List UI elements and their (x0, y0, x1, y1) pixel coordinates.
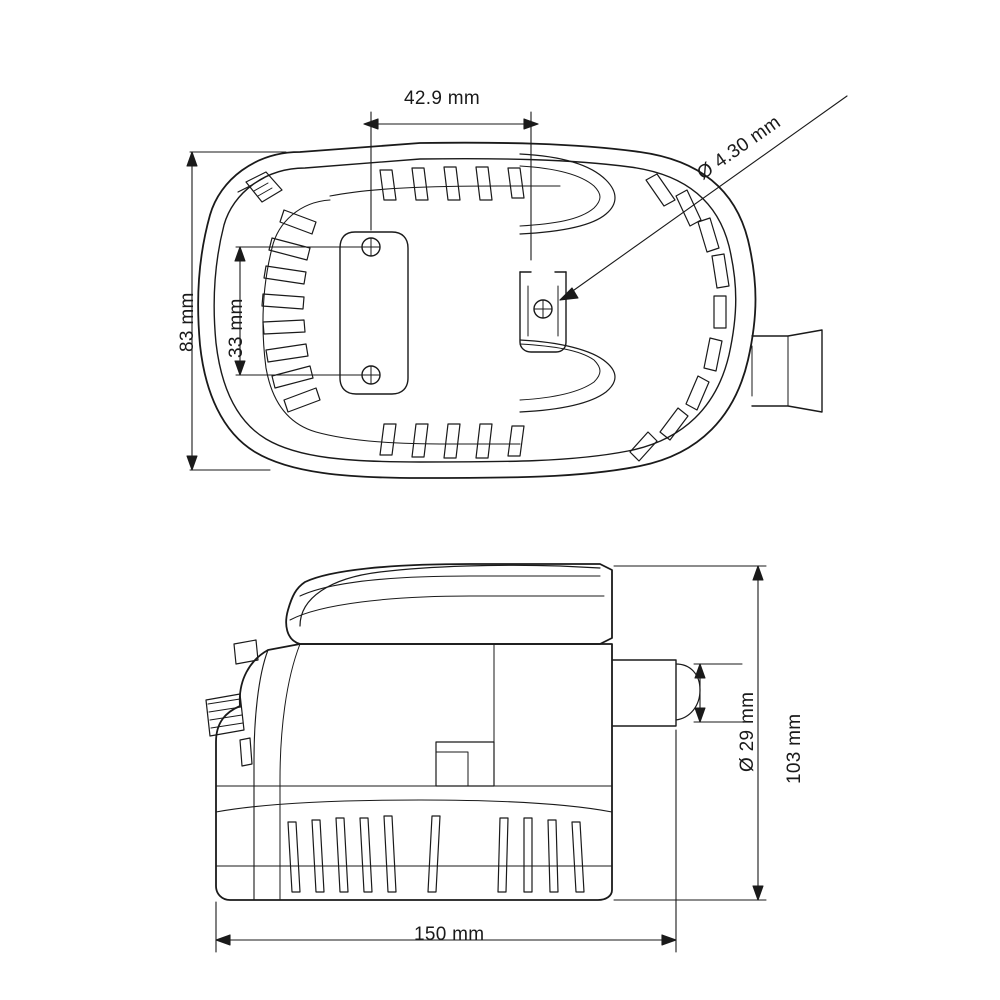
dimension-label-outlet-diameter-29: Ø 29 mm (737, 691, 758, 772)
dimension-label-hole-diameter-4-30: Ø 4.30 mm (693, 111, 785, 185)
dimension-label-height-83: 83 mm (177, 292, 198, 352)
side-view-dimensions (216, 566, 766, 952)
dimension-label-height-33: 33 mm (226, 298, 247, 358)
side-view-pump-body (206, 564, 700, 900)
dimension-label-length-150: 150 mm (414, 924, 485, 945)
dimension-label-height-103: 103 mm (784, 713, 805, 784)
dimension-label-width-42-9: 42.9 mm (404, 88, 481, 109)
top-view-pump-body (198, 143, 822, 478)
